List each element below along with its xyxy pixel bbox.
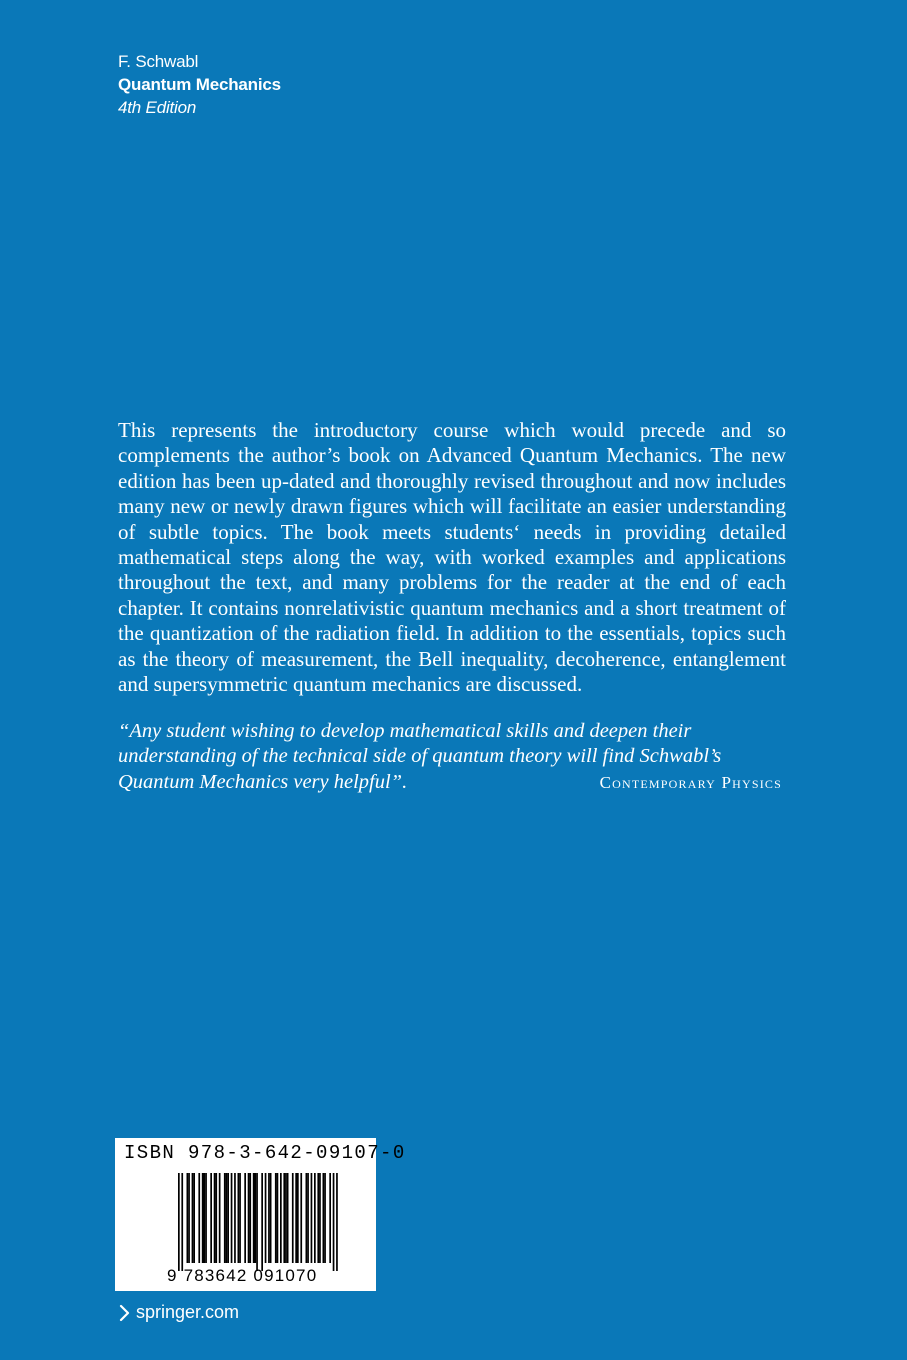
barcode-bar xyxy=(268,1173,270,1263)
barcode-bar xyxy=(178,1173,180,1271)
barcode-bar xyxy=(324,1173,326,1263)
ean-digits: 9 783642 091070 xyxy=(167,1266,318,1285)
barcode-bar xyxy=(215,1173,217,1263)
isbn-barcode xyxy=(115,1138,406,1291)
barcode-bar xyxy=(249,1173,251,1263)
barcode-bar xyxy=(261,1173,263,1271)
barcode-bar xyxy=(192,1173,194,1263)
quote-line-3: Quantum Mechanics very helpful”. xyxy=(118,770,408,793)
quote-line-2: understanding of the technical side of quantum theory will find Schwabl’s xyxy=(118,745,722,768)
barcode-bar xyxy=(277,1173,279,1263)
barcode-bar xyxy=(314,1173,316,1263)
barcode-bar xyxy=(285,1173,287,1263)
barcode-bar xyxy=(193,1173,195,1263)
barcode-bar xyxy=(287,1173,289,1263)
isbn-label: ISBN 978-3-642-09107-0 xyxy=(124,1142,406,1164)
barcode-bar xyxy=(270,1173,272,1263)
barcode-bar xyxy=(319,1173,321,1263)
author-name: F. Schwabl xyxy=(118,52,199,71)
publisher-link[interactable] xyxy=(118,1302,239,1323)
barcode-bar xyxy=(317,1173,319,1263)
book-edition: 4th Edition xyxy=(118,98,197,117)
barcode-bar xyxy=(255,1173,257,1263)
book-title: Quantum Mechanics xyxy=(118,75,281,94)
barcode-bar xyxy=(306,1173,308,1263)
barcode-bar xyxy=(333,1173,335,1271)
publisher-url[interactable]: springer.com xyxy=(136,1302,240,1322)
barcode-bar xyxy=(300,1173,302,1263)
barcode-bar xyxy=(227,1173,229,1263)
barcode-bar xyxy=(244,1173,246,1263)
barcode-bar xyxy=(210,1173,212,1263)
quote-source: Contemporary Physics xyxy=(599,772,782,792)
barcode-bar xyxy=(311,1173,313,1263)
barcode-bar xyxy=(202,1173,204,1263)
quote-line-1: “Any student wishing to develop mathematical skills and deepen their xyxy=(118,720,692,742)
barcode-bar xyxy=(307,1173,309,1263)
barcode-bar xyxy=(205,1173,207,1263)
barcode-bar xyxy=(329,1173,331,1263)
barcode-bar xyxy=(248,1173,250,1263)
barcode-bar xyxy=(323,1173,325,1263)
barcode-bar xyxy=(214,1173,216,1263)
barcode-bar xyxy=(297,1173,299,1263)
barcode-bar xyxy=(198,1173,200,1263)
barcode-bar xyxy=(204,1173,206,1263)
barcode-bar xyxy=(181,1173,183,1271)
barcode-bar xyxy=(336,1173,338,1271)
barcode-bar xyxy=(224,1173,226,1263)
barcode-bar xyxy=(219,1173,221,1263)
barcode-bar xyxy=(256,1173,258,1271)
cover-header xyxy=(118,50,281,119)
barcode-bar xyxy=(265,1173,267,1263)
book-description: This represents the introductory course which would precede and so complements the author’s book on Advanced Quantum Mechanics. The new edition has been up-dated and thoroughly revised throughout and now includes many new or newly drawn figures which will facilitate an easier understanding of subtle topics. The book meets students‘ needs in providing detailed mathematical steps along the way, with worked examples and applications throughout the text, and many problems for the reader at the end of each chapter. It contains nonrelativistic quantum mechanics and a short treatment of the quantization of the radiation field. In addition to the essentials, topics such as the theory of measurement, the Bell inequality, decoherence, entanglement and supersymmetric quantum mechanics are discussed. xyxy=(118,418,786,697)
barcode-bar xyxy=(239,1173,241,1263)
barcode-bar xyxy=(187,1173,189,1263)
review-quote xyxy=(118,719,786,795)
barcode-bar xyxy=(275,1173,277,1263)
barcode-bar xyxy=(253,1173,255,1263)
barcode-bar xyxy=(295,1173,297,1263)
barcode-bar xyxy=(234,1173,236,1263)
barcode-bar xyxy=(292,1173,294,1263)
barcode-bar xyxy=(226,1173,228,1263)
quote-final-line xyxy=(118,770,786,795)
barcode-bar xyxy=(280,1173,282,1263)
barcode-bar xyxy=(231,1173,233,1263)
barcode-bar xyxy=(283,1173,285,1263)
chevron-right-icon xyxy=(118,1304,130,1322)
barcode-bar xyxy=(238,1173,240,1263)
barcode-bar xyxy=(188,1173,190,1263)
